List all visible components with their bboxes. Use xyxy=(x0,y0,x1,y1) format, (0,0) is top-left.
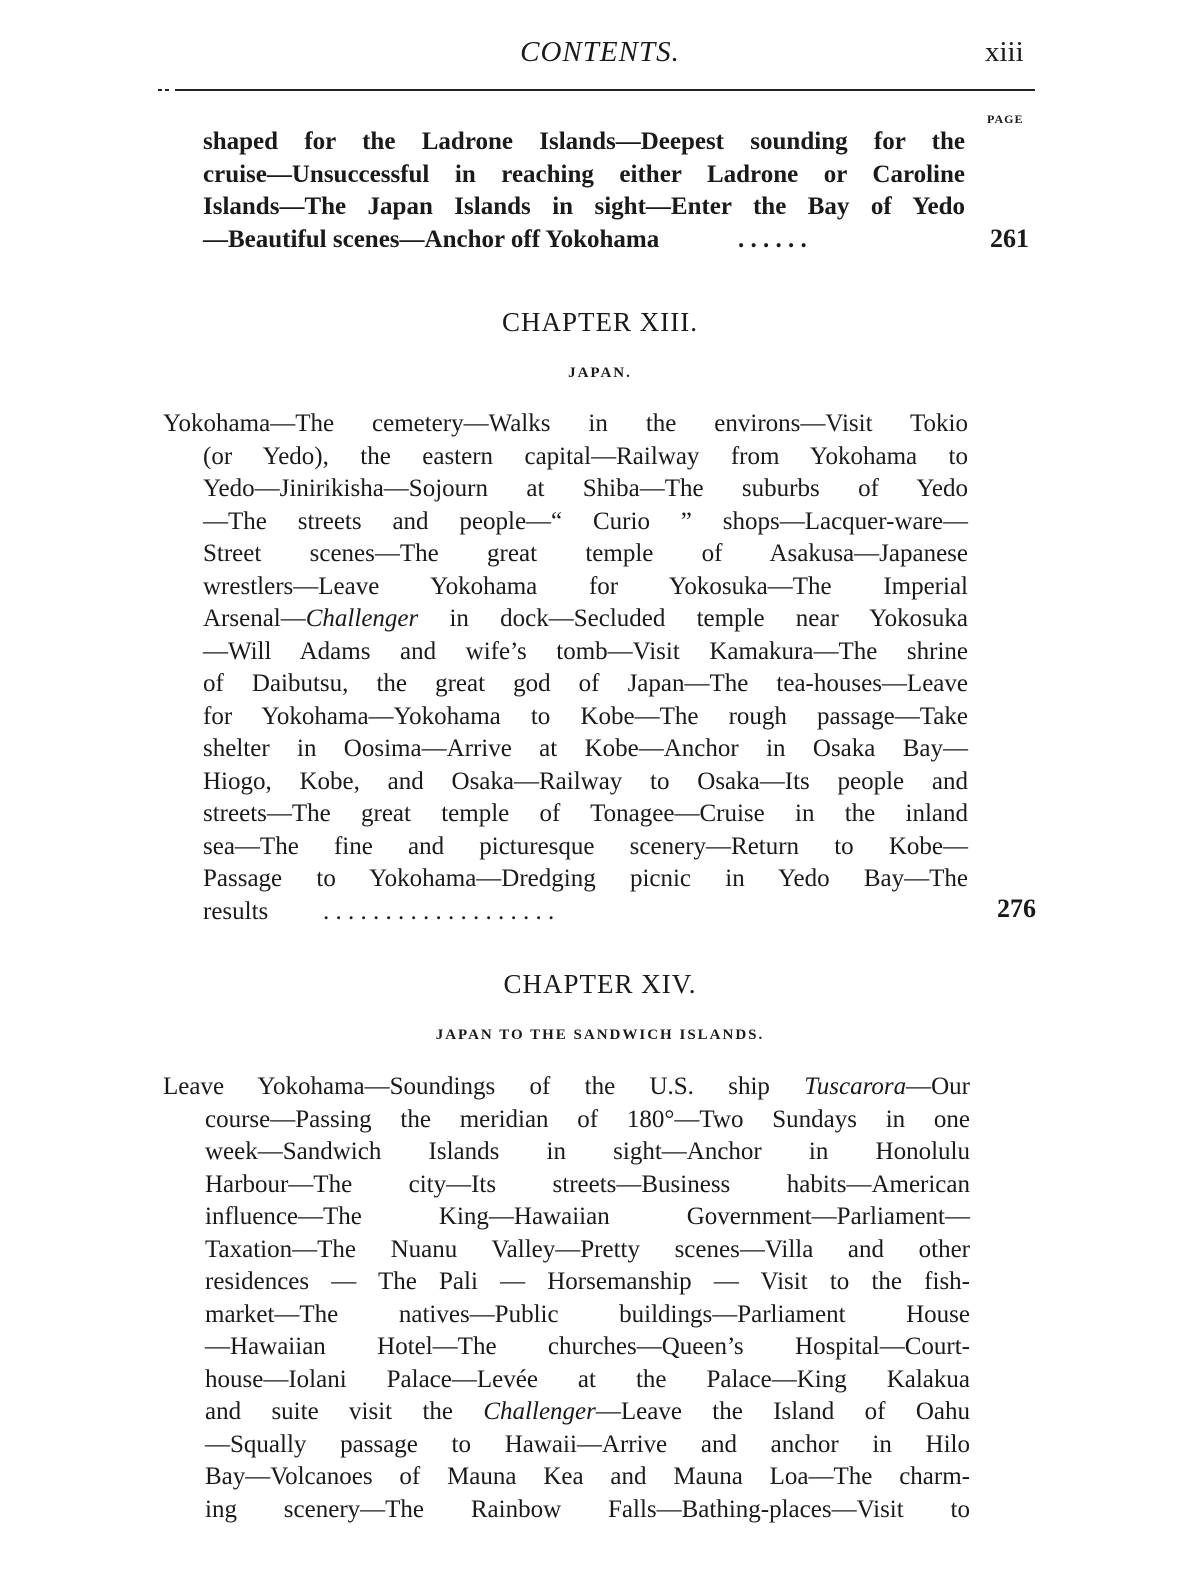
synopsis-fragment: —Our xyxy=(906,1073,970,1100)
synopsis-line: Yedo—Jinirikisha—Sojourn at Shiba—The suburbs of Yedo xyxy=(203,475,968,502)
synopsis-line: wrestlers—Leave Yokohama for Yokosuka—The Imperial xyxy=(203,572,968,600)
synopsis-line: shelter in Oosima—Arrive at Kobe—Anchor in Osaka Bay— xyxy=(203,735,968,762)
synopsis-line: —The streets and people—“ Curio ” shops—Lacquer-ware— xyxy=(203,507,968,535)
synopsis-line: Passage to Yokohama—Dredging picnic in Yedo Bay—The xyxy=(203,865,968,892)
synopsis-line: Street scenes—The great temple of Asakusa—Japanese xyxy=(203,540,968,567)
synopsis-line: residences — The Pali — Horsemanship — Visit to the fish- xyxy=(205,1268,970,1295)
page-number: 276 xyxy=(997,894,1036,923)
synopsis-line: —Squally passage to Hawaii—Arrive and anchor in Hilo xyxy=(205,1430,970,1458)
leader-dots: . . . . . . . . . . . . . . . . . . . xyxy=(323,897,555,925)
ship-name: Tuscarora xyxy=(804,1073,907,1100)
chapter13-synopsis xyxy=(0,408,1200,928)
ship-name: Challenger xyxy=(483,1398,596,1425)
synopsis-line: sea—The fine and picturesque scenery—Return to Kobe— xyxy=(203,832,968,860)
synopsis-line xyxy=(163,1071,970,1104)
synopsis-line: —Will Adams and wife’s tomb—Visit Kamakura—The shrine xyxy=(203,637,968,665)
synopsis-line: Hiogo, Kobe, and Osaka—Railway to Osaka—Its people and xyxy=(203,767,968,795)
synopsis-fragment: and suite visit the xyxy=(205,1398,484,1425)
synopsis-fragment: Arsenal— xyxy=(203,605,306,632)
page-column-label: PAGE xyxy=(987,112,1024,126)
chapter-title: CHAPTER XIV. xyxy=(503,969,697,999)
synopsis-line: week—Sandwich Islands in sight—Anchor in Honolulu xyxy=(205,1138,970,1165)
chapter14-synopsis xyxy=(0,1071,1200,1526)
synopsis-line: Harbour—The city—Its streets—Business habits—American xyxy=(205,1170,970,1198)
ship-name: Challenger xyxy=(305,605,419,632)
synopsis-line: Taxation—The Nuanu Valley—Pretty scenes—Villa and other xyxy=(205,1235,970,1263)
intro-line: —Beautiful scenes—Anchor off Yokohama xyxy=(203,225,660,253)
chapter-subtitle: JAPAN TO THE SANDWICH ISLANDS. xyxy=(435,1027,765,1043)
chapter-title: CHAPTER XIII. xyxy=(502,307,698,337)
synopsis-line xyxy=(203,603,968,636)
page-number: 261 xyxy=(990,224,1029,253)
synopsis-line: course—Passing the meridian of 180°—Two Sundays in one xyxy=(205,1105,970,1133)
synopsis-line: —Hawaiian Hotel—The churches—Queen’s Hospital—Court- xyxy=(205,1333,970,1360)
synopsis-fragment: Leave Yokohama—Soundings of the U.S. ship xyxy=(163,1073,805,1100)
page-folio: xiii xyxy=(985,36,1024,68)
intro-entry xyxy=(0,126,1200,256)
synopsis-line: influence—The King—Hawaiian Government—Parliament— xyxy=(205,1203,970,1230)
synopsis-line: Bay—Volcanoes of Mauna Kea and Mauna Loa—The charm- xyxy=(205,1463,970,1490)
synopsis-line: ing scenery—The Rainbow Falls—Bathing-places—Visit to xyxy=(205,1495,970,1523)
synopsis-fragment: —Leave the Island of Oahu xyxy=(595,1398,970,1425)
synopsis-line: (or Yedo), the eastern capital—Railway from Yokohama to xyxy=(203,442,968,470)
synopsis-line: of Daibutsu, the great god of Japan—The tea-houses—Leave xyxy=(203,670,968,697)
intro-line: Islands—The Japan Islands in sight—Enter the Bay of Yedo xyxy=(203,193,965,220)
synopsis-line: market—The natives—Public buildings—Parliament House xyxy=(205,1300,970,1328)
intro-line: cruise—Unsuccessful in reaching either Ladrone or Caroline xyxy=(203,160,965,188)
header-rule xyxy=(175,89,1035,91)
synopsis-fragment: in dock—Secluded temple near Yokosuka xyxy=(418,605,968,632)
leader-dots: . . . . . . xyxy=(738,225,807,253)
synopsis-line: Yokohama—The cemetery—Walks in the environs—Visit Tokio xyxy=(163,410,968,437)
synopsis-line: house—Iolani Palace—Levée at the Palace—King Kalakua xyxy=(205,1365,970,1393)
header-rule-dashes xyxy=(158,89,172,91)
intro-line: shaped for the Ladrone Islands—Deepest sounding for the xyxy=(203,128,965,155)
synopsis-line: results xyxy=(203,897,269,925)
chapter-subtitle: JAPAN. xyxy=(568,365,632,381)
synopsis-line xyxy=(205,1396,970,1429)
synopsis-line: streets—The great temple of Tonagee—Cruise in the inland xyxy=(203,800,968,827)
running-head-title: CONTENTS. xyxy=(520,36,680,68)
synopsis-line: for Yokohama—Yokohama to Kobe—The rough passage—Take xyxy=(203,702,968,730)
